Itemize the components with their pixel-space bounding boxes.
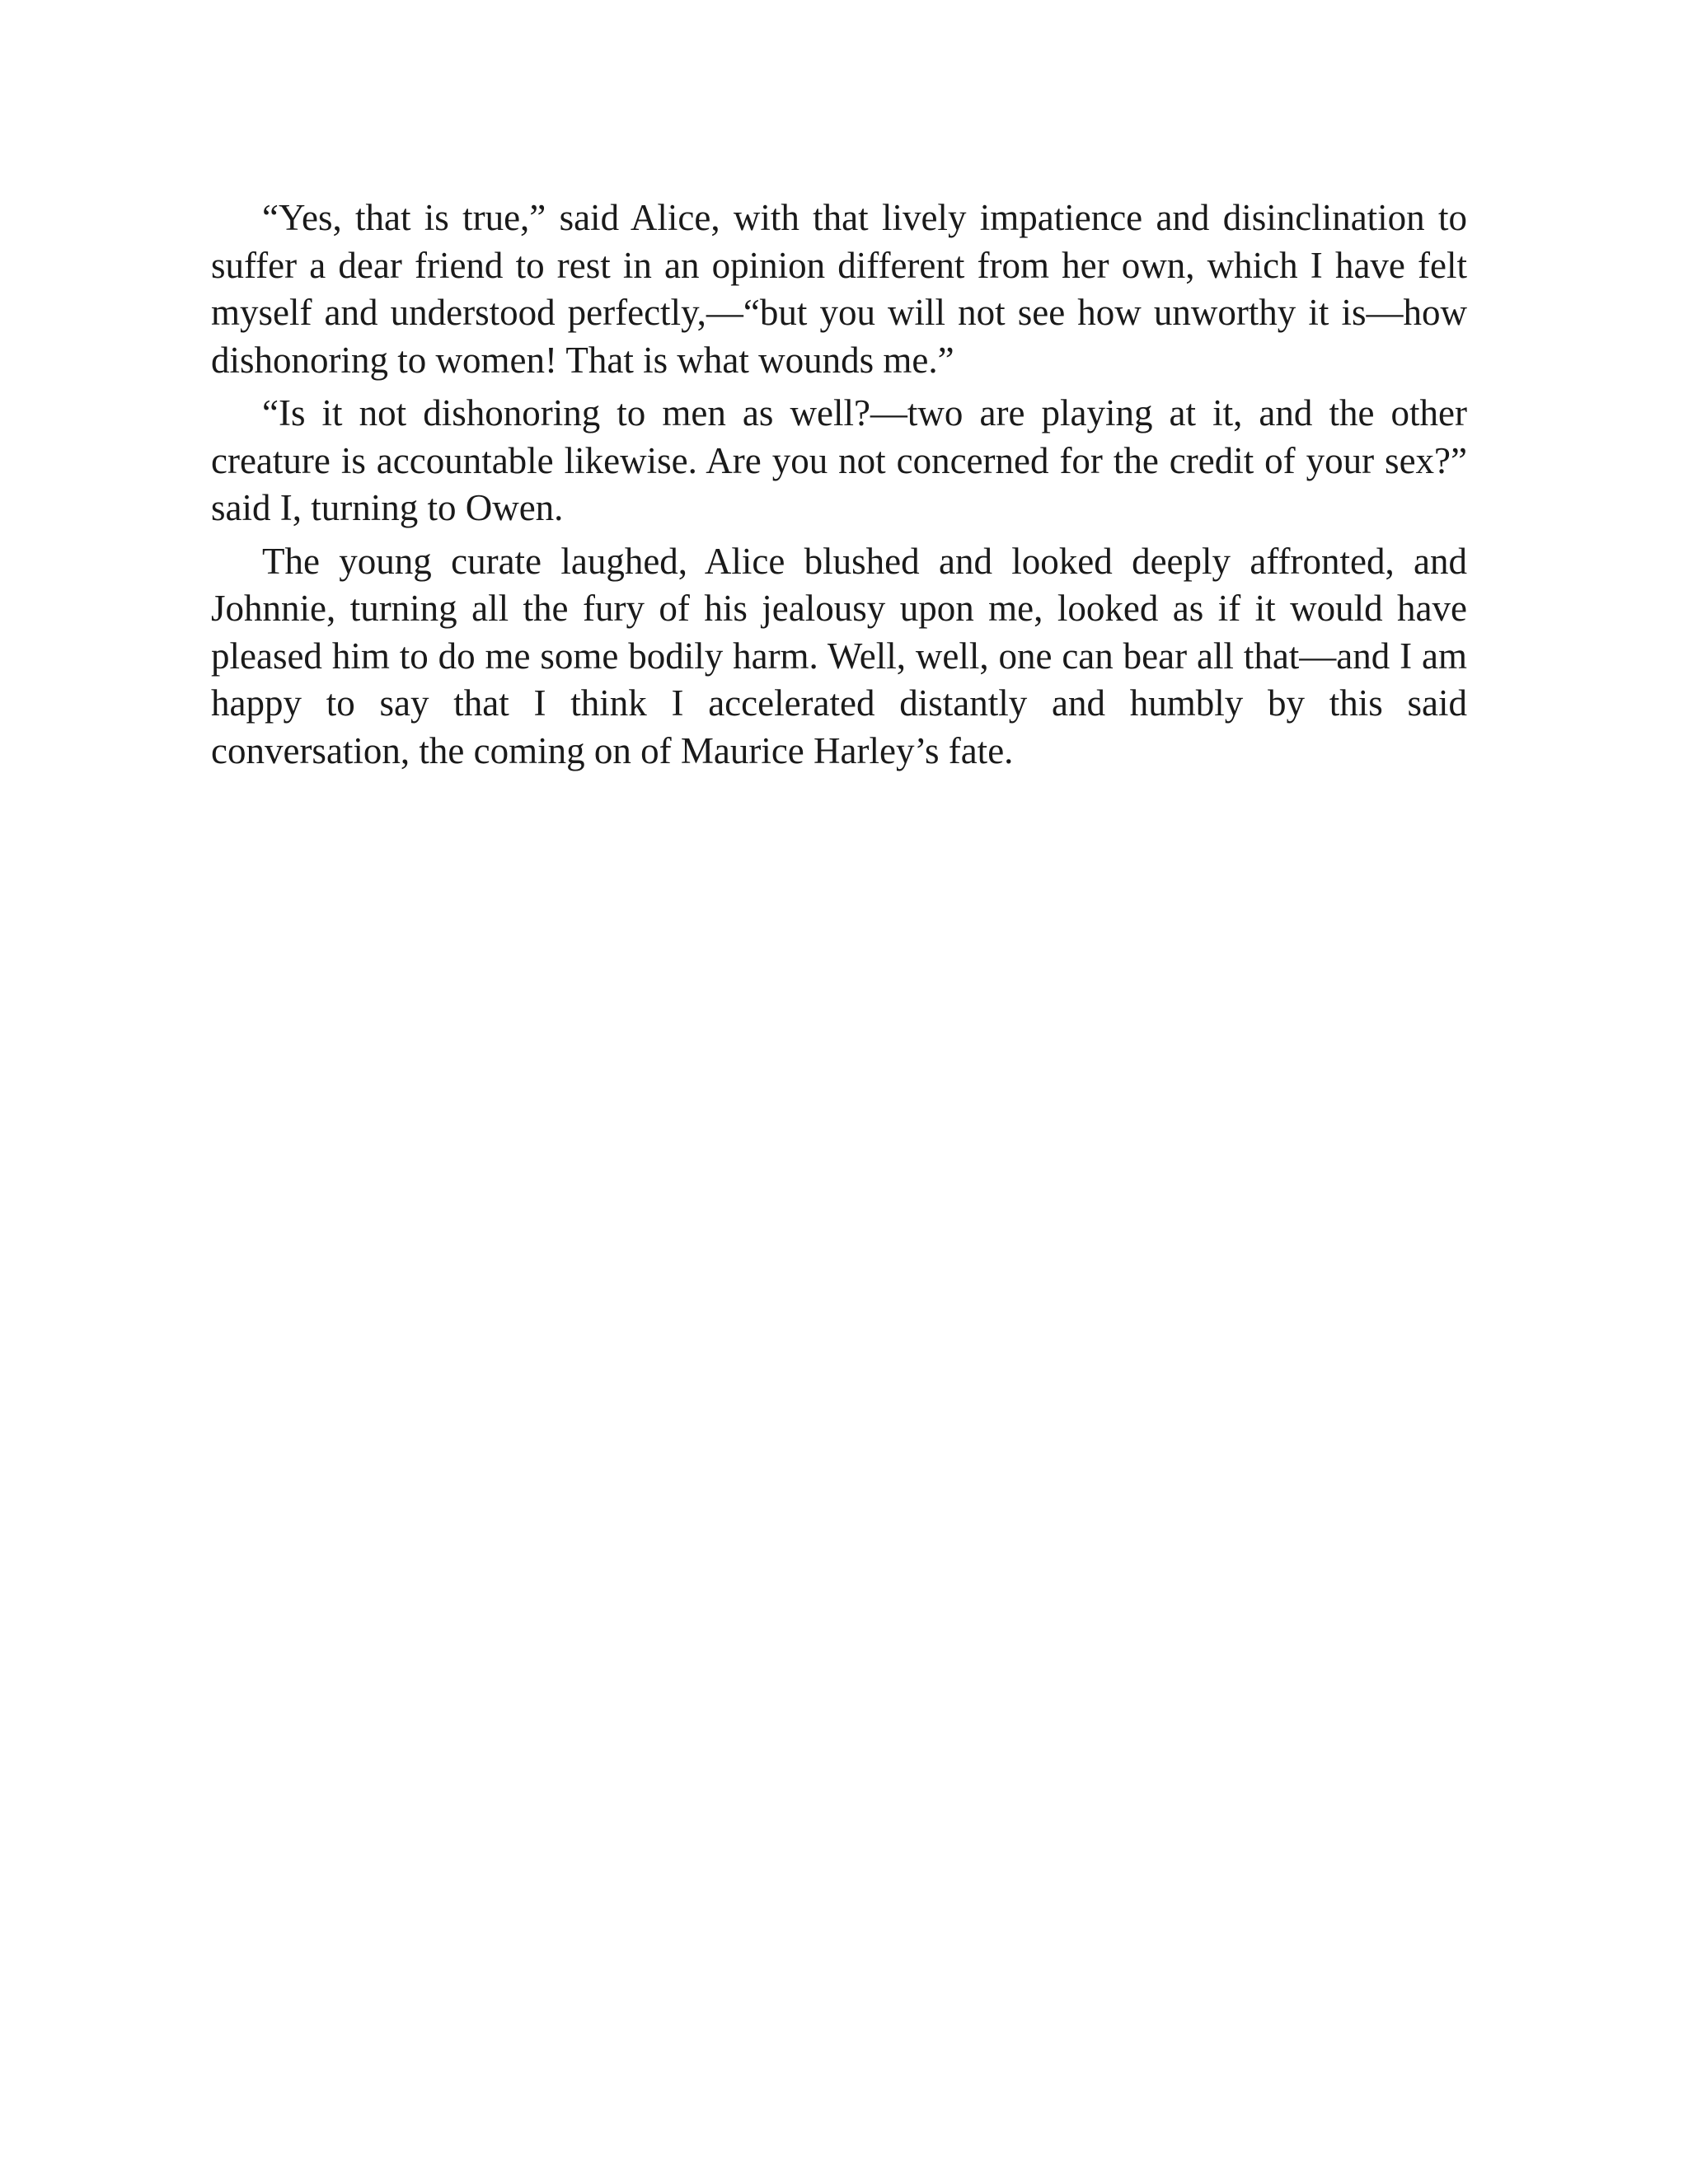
paragraph-narrator-question: “Is it not dishonoring to men as well?—two are playing at it, and the other creature is accountable likewise. Are you not concerned for the credit of your sex?” said I, turning to Owen.	[211, 392, 1467, 528]
paragraph-alice-reply: “Yes, that is true,” said Alice, with that lively impatience and disinclination to suffer a dear friend to rest in an opinion different from her own, which I have felt myself and understood perfectly,—“but you will not see how unworthy it is—how dishonoring to women! That is what wounds me.”	[211, 197, 1467, 381]
page-body-text	[211, 194, 1467, 780]
paragraph-curate-laughed: The young curate laughed, Alice blushed and looked deeply affronted, and Johnnie, turning all the fury of his jealousy upon me, looked as if it would have pleased him to do me some bodily harm. Well, well, one can bear all that—and I am happy to say that I think I accelerated distantly and humbly by this said conversation, the coming on of Maurice Harley’s fate.	[211, 540, 1467, 771]
